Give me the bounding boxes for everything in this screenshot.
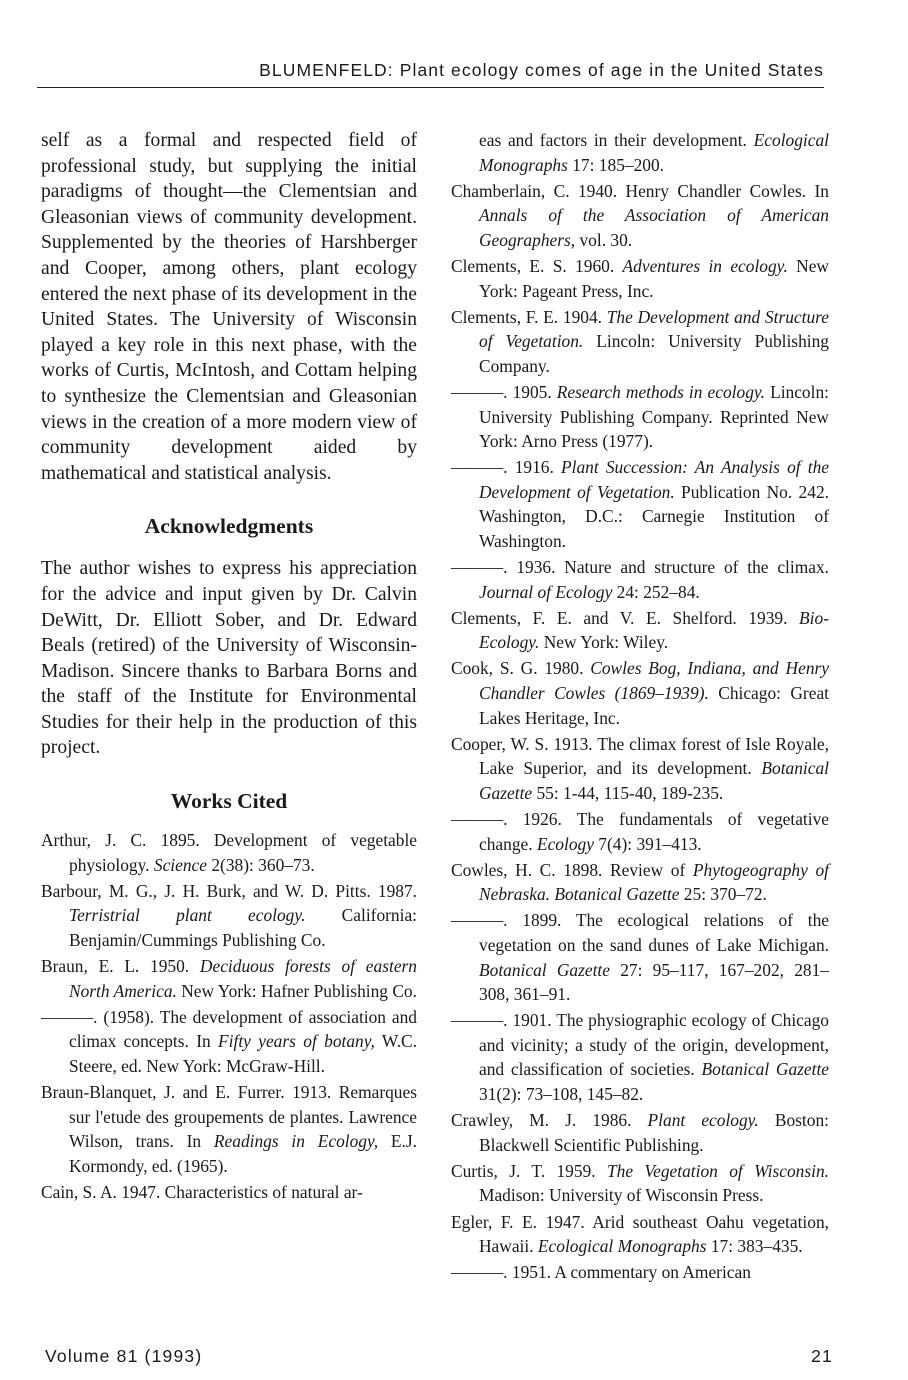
reference-pre: Crawley, M. J. 1986. [451, 1110, 648, 1131]
left-column [41, 128, 417, 1206]
reference-entry [451, 1260, 829, 1285]
reference-pre: ———. (1958). The development of association and climax concepts. In [41, 1006, 417, 1052]
works-cited-list-right [451, 179, 829, 1285]
reference-title: The Development and Structure of Vegetation. [479, 306, 829, 352]
reference-entry [451, 254, 829, 303]
reference-pre: ———. 1905. [451, 381, 557, 402]
reference-entry [41, 1080, 417, 1178]
reference-pre: ———. 1936. Nature and structure of the climax. [451, 557, 829, 578]
works-cited-list-left [41, 828, 417, 1204]
reference-title: Bio-Ecology. [479, 607, 829, 653]
reference-pre: Cain, S. A. 1947. Characteristics of natural ar- [41, 1181, 363, 1202]
reference-entry [41, 1180, 417, 1205]
reference-post: Madison: University of Wisconsin Press. [479, 1185, 764, 1206]
reference-pre: Chamberlain, C. 1940. Henry Chandler Cowles. In [451, 180, 829, 201]
reference-entry [451, 1108, 829, 1157]
reference-post: Publication No. 242. Washington, D.C.: Carnegie Institution of Washington. [479, 481, 829, 551]
reference-title: Ecological Monographs [537, 1236, 707, 1257]
reference-title: Annals of the Association of American Geographers, [479, 205, 829, 250]
reference-entry [451, 1008, 829, 1106]
reference-title: Readings in Ecology, [213, 1131, 379, 1152]
reference-entry [451, 606, 829, 655]
reference-title: Botanical Gazette [701, 1059, 830, 1080]
reference-post: W.C. Steere, ed. New York: McGraw-Hill. [69, 1031, 417, 1076]
reference-entry [451, 732, 829, 806]
reference-pre: ———. 1926. The fundamentals of vegetative change. [451, 809, 829, 854]
reference-title: Botanical Gazette [479, 959, 610, 980]
reference-post: Lincoln: University Publishing Company. Reprinted New York: Arno Press (1977). [479, 381, 829, 452]
reference-title: Ecological Monographs [479, 130, 829, 175]
reference-pre: Barbour, M. G., J. H. Burk, and W. D. Pitts. 1987. [41, 880, 417, 901]
reference-post: California: Benjamin/Cummings Publishing Co. [69, 905, 418, 950]
reference-title: Plant ecology. [647, 1110, 759, 1131]
reference-title: Ecology [536, 833, 594, 854]
reference-pre: ———. 1901. The physiographic ecology of Chicago and vicinity; a study of the origin, development, and classification of societies. [451, 1010, 829, 1080]
reference-entry [451, 305, 829, 379]
reference-title: Science [153, 854, 207, 875]
reference-entry [451, 858, 829, 907]
reference-post: New York: Wiley. [539, 632, 669, 653]
reference-pre: Cowles, H. C. 1898. Review of [451, 859, 693, 880]
reference-title: Botanical Gazette [479, 758, 829, 803]
reference-title: The Vegetation of Wisconsin. [606, 1160, 829, 1181]
reference-pre: Clements, E. S. 1960. [451, 255, 623, 276]
reference-entry [451, 908, 829, 1006]
reference-post: E.J. Kormondy, ed. (1965). [69, 1131, 417, 1176]
right-column [451, 128, 829, 1286]
reference-title: Phytogeography of Nebraska. Botanical Gazette [479, 859, 829, 905]
reference-title: Terristrial plant ecology. [69, 905, 306, 926]
reference-post: New York: Hafner Publishing Co. [176, 980, 417, 1001]
reference-pre: eas and factors in their development. [479, 130, 754, 150]
reference-post: 17: 185–200. [567, 154, 665, 175]
reference-pre: Clements, F. E. and V. E. Shelford. 1939. [451, 607, 800, 628]
reference-title: Adventures in ecology. [622, 255, 788, 276]
acknowledgments-text: The author wishes to express his appreciation for the advice and input given by Dr. Calvin DeWitt, Dr. Elliott Sober, and Dr. Edward Beals (retired) of the University of Wisconsin-Madison. Sincere thanks to Barbara Borns and the staff of the Institute for Environmental Studies for their help in the production of this project. [41, 558, 417, 759]
reference-post: 31(2): 73–108, 145–82. [479, 1084, 644, 1105]
reference-post: 27: 95–117, 167–202, 281–308, 361–91. [479, 959, 830, 1005]
reference-post: 17: 383–435. [706, 1236, 803, 1257]
reference-entry [451, 179, 829, 253]
reference-post: 55: 1-44, 115-40, 189-235. [532, 782, 724, 803]
reference-entry [41, 879, 417, 953]
reference-pre: ———. 1899. The ecological relations of the vegetation on the sand dunes of Lake Michigan. [451, 910, 829, 955]
reference-post: 25: 370–72. [679, 884, 767, 905]
reference-post: Chicago: Great Lakes Heritage, Inc. [479, 683, 829, 728]
reference-post: 2(38): 360–73. [206, 854, 315, 875]
volume-info: Volume 81 (1993) [45, 1346, 203, 1366]
reference-pre: Curtis, J. T. 1959. [451, 1160, 607, 1181]
reference-title: Research methods in ecology. [556, 381, 765, 402]
acknowledgments-heading: Acknowledgments [144, 514, 314, 539]
page-number: 21 [811, 1346, 833, 1366]
reference-post: vol. 30. [575, 229, 633, 250]
reference-pre: Cooper, W. S. 1913. The climax forest of Isle Royale, Lake Superior, and its development. [451, 733, 829, 779]
reference-pre: Cook, S. G. 1980. [451, 658, 591, 679]
reference-entry [451, 455, 829, 553]
reference-post: New York: Pageant Press, Inc. [479, 255, 829, 301]
reference-entry [41, 828, 417, 877]
reference-pre: Braun, E. L. 1950. [41, 956, 200, 977]
reference-entry [41, 954, 417, 1003]
reference-pre: Arthur, J. C. 1895. Development of vegetable physiology. [41, 830, 417, 875]
reference-pre: Egler, F. E. 1947. Arid southeast Oahu vegetation, Hawaii. [451, 1211, 829, 1257]
reference-entry [451, 555, 829, 604]
reference-entry [41, 1005, 417, 1079]
reference-title: Fifty years of botany, [218, 1031, 375, 1052]
reference-pre: ———. 1951. A commentary on American [451, 1262, 751, 1283]
reference-post: Lincoln: University Publishing Company. [479, 331, 829, 376]
reference-entry [451, 656, 829, 730]
running-head: BLUMENFELD: Plant ecology comes of age in the United States [37, 60, 824, 88]
reference-post: 7(4): 391–413. [593, 833, 702, 854]
reference-pre: Braun-Blanquet, J. and E. Furrer. 1913. Remarques sur l'etude des groupements de plantes. Lawrence Wilson, trans. In [41, 1082, 417, 1152]
works-cited-heading: Works Cited [170, 789, 288, 814]
reference-title: Journal of Ecology [479, 581, 613, 602]
reference-entry [451, 1210, 829, 1259]
reference-entry [451, 380, 829, 454]
reference-pre: Clements, F. E. 1904. [451, 306, 607, 327]
reference-continuation [451, 128, 829, 177]
intro-paragraph: self as a formal and respected field of professional study, but supplying the initial paradigms of thought—the Clementsian and Gleasonian views of community development. Supplemented by the theories of Harshberger and Cooper, among others, plant ecology entered the next phase of its development in the United States. The University of Wisconsin played a key role in this next phase, with the works of Curtis, McIntosh, and Cottam helping to synthesize the Clementsian and Gleasonian views in the creation of a more modern view of community development aided by mathematical and statistical analysis. [41, 130, 417, 484]
reference-entry [451, 1159, 829, 1208]
reference-post: Boston: Blackwell Scientific Publishing. [479, 1110, 829, 1155]
reference-entry [451, 807, 829, 856]
reference-title: Cowles Bog, Indiana, and Henry Chandler Cowles (1869–1939). [479, 658, 829, 704]
reference-pre: ———. 1916. [451, 457, 561, 478]
reference-post: 24: 252–84. [612, 581, 700, 602]
reference-title: Plant Succession: An Analysis of the Development of Vegetation. [479, 457, 830, 502]
reference-title: Deciduous forests of eastern North America. [69, 956, 417, 1001]
